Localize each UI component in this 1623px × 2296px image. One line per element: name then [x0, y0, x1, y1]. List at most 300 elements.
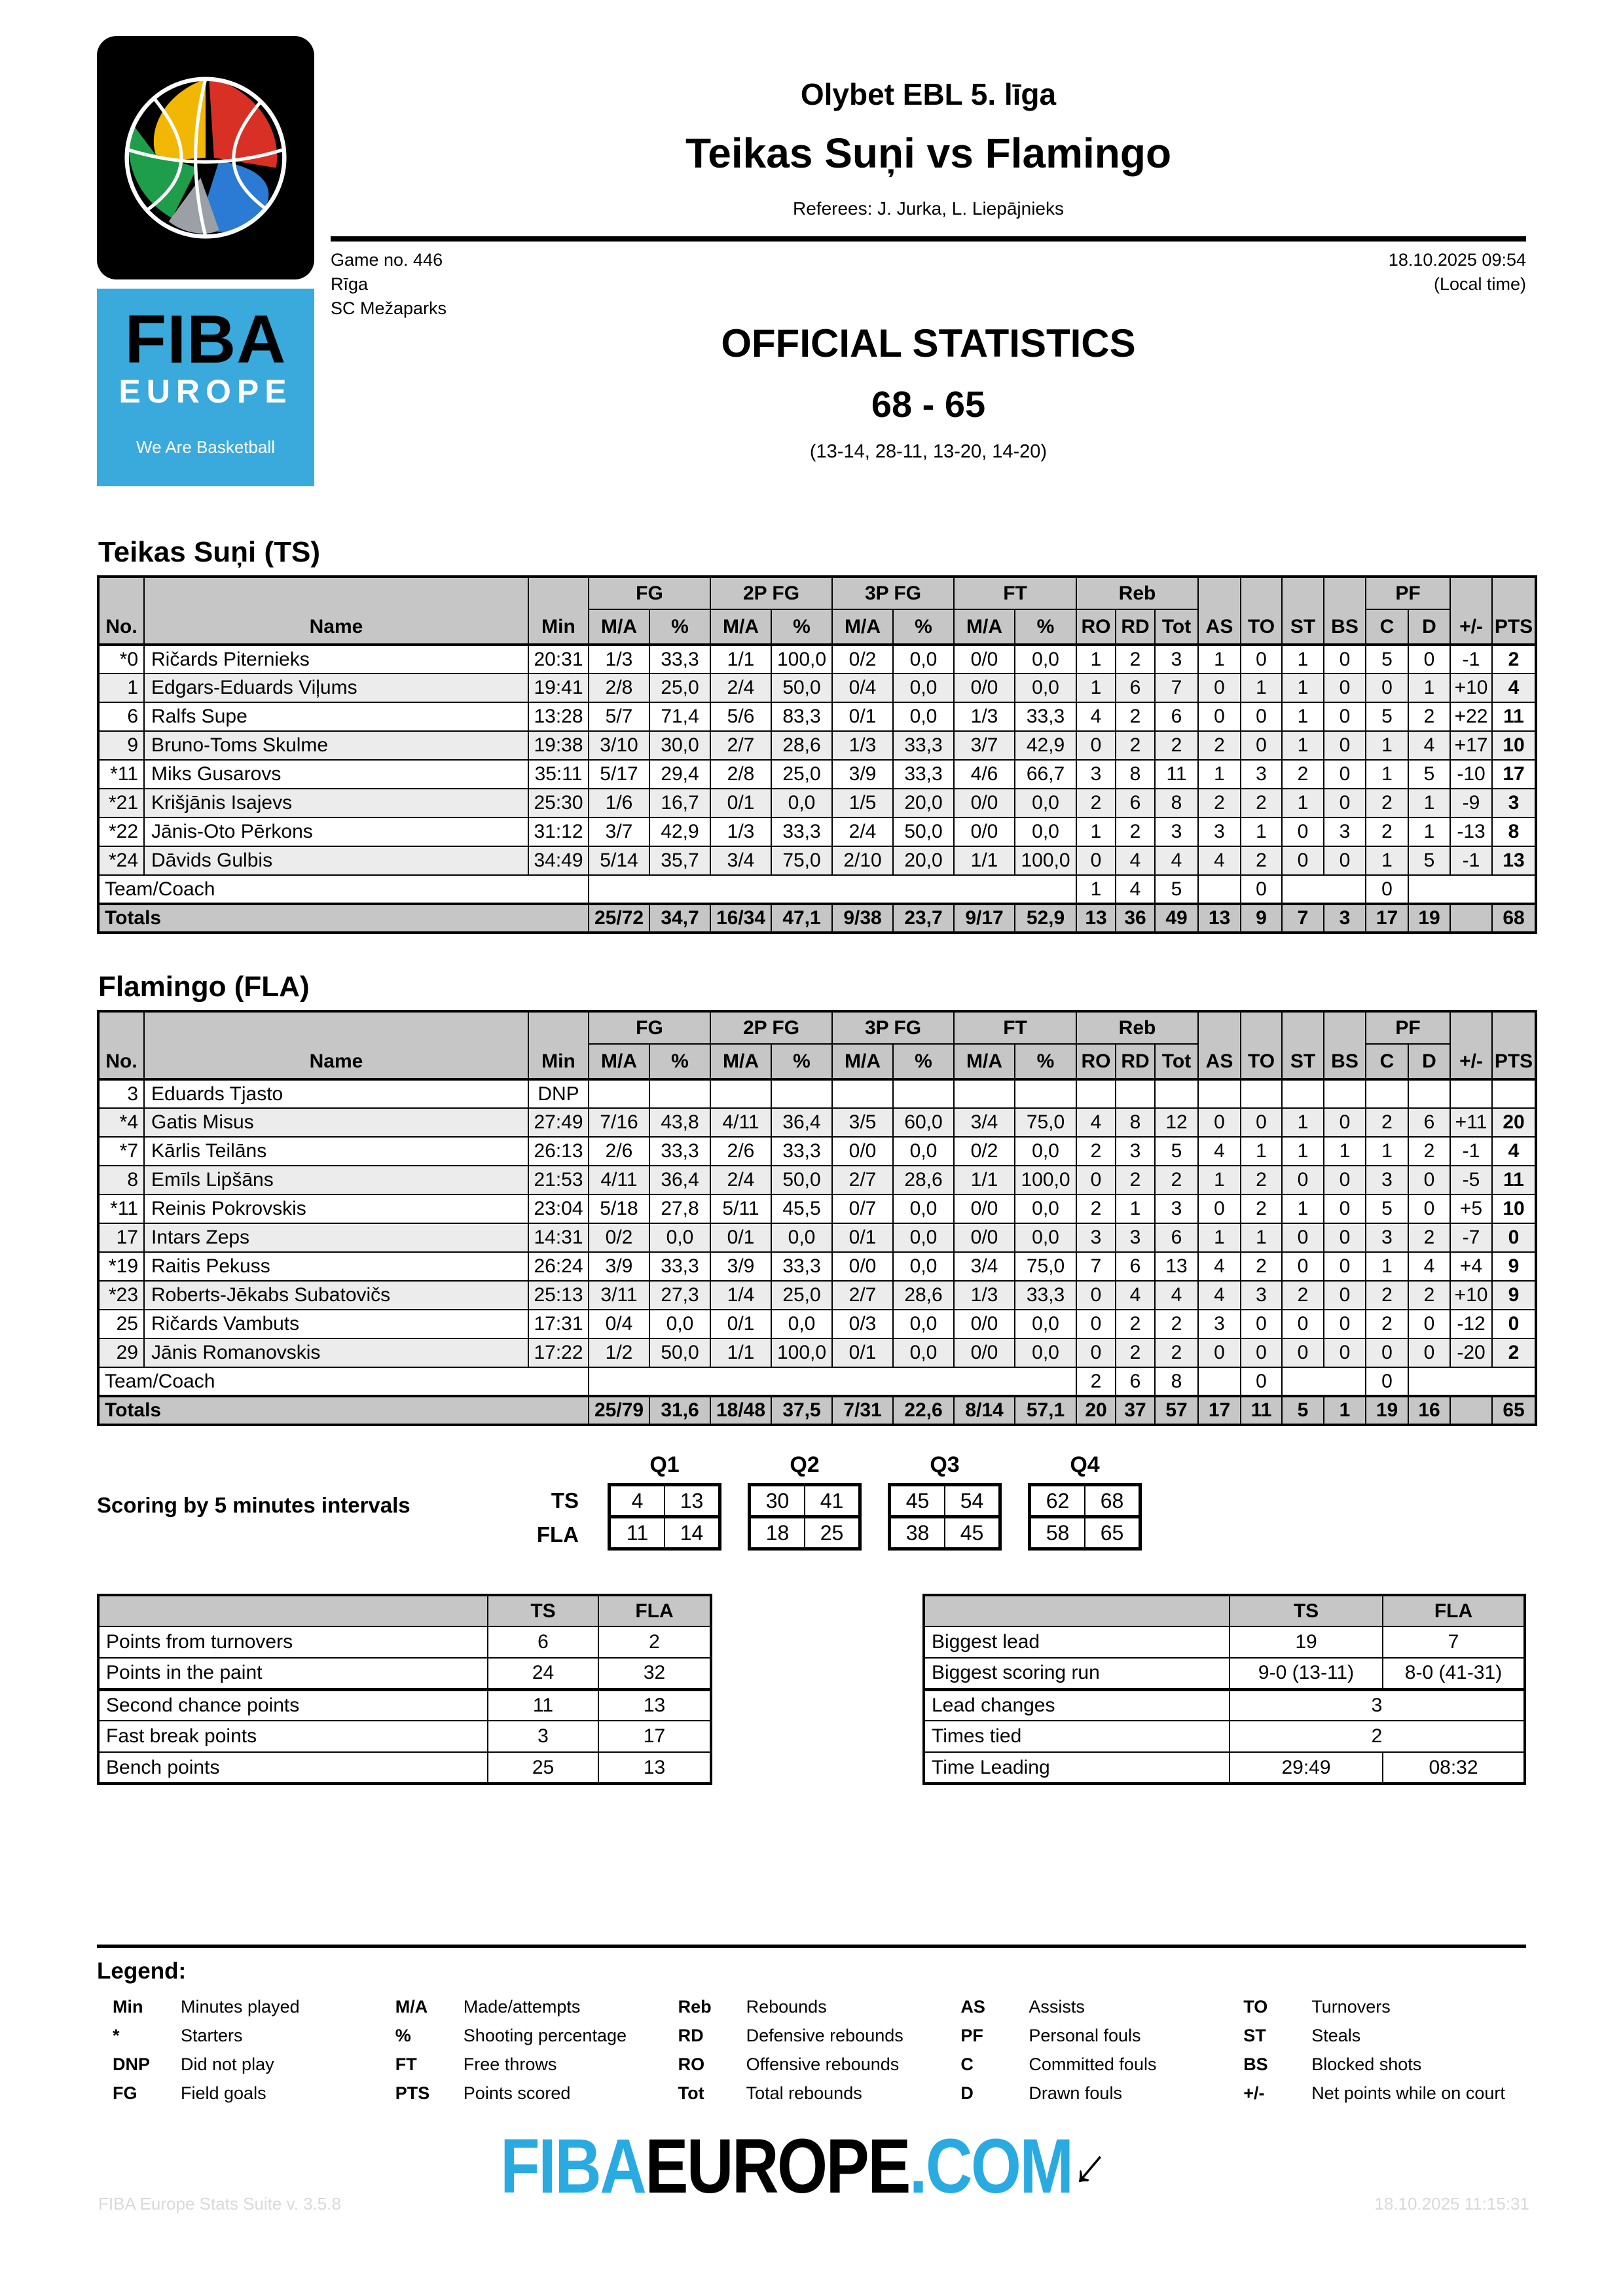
total-rebounds: 5	[1155, 1137, 1198, 1166]
total-fouls-drawn: 16	[1408, 1396, 1450, 1425]
offensive-rebounds: 0	[1076, 1338, 1116, 1367]
comparison-row	[98, 1752, 711, 1784]
minutes-played: 19:41	[528, 673, 589, 702]
2pfg-percent: 36,4	[771, 1108, 832, 1137]
generated-timestamp: 18.10.2025 11:15:31	[1374, 2194, 1529, 2214]
total-rebounds: 12	[1155, 1108, 1198, 1137]
2pfg-percent: 83,3	[771, 702, 832, 731]
2pfg-made-attempts: 0/1	[710, 789, 771, 817]
minutes-played: 21:53	[528, 1166, 589, 1194]
legend-desc: Free throws	[463, 2054, 557, 2074]
3pfg-made-attempts: 0/0	[832, 1137, 893, 1166]
total-rebounds: 2	[1155, 1310, 1198, 1338]
fg-percent: 43,8	[649, 1108, 710, 1137]
col-name: Name	[144, 577, 528, 645]
fg-made-attempts	[589, 1079, 649, 1108]
points: 2	[1492, 645, 1536, 673]
col-2p-ma: M/A	[710, 1044, 771, 1079]
interval-score: 25	[820, 1520, 844, 1545]
comparison-row	[98, 1658, 711, 1689]
defensive-rebounds: 4	[1116, 846, 1155, 875]
stat-value-fla: 13	[598, 1689, 711, 1721]
player-row	[98, 1079, 1536, 1108]
offensive-rebounds: 2	[1076, 789, 1116, 817]
turnovers: 2	[1241, 846, 1282, 875]
fg-made-attempts: 2/6	[589, 1137, 649, 1166]
stat-value-ts: 19	[1230, 1626, 1383, 1658]
matchup-title: Teikas Suņi vs Flamingo	[685, 130, 1172, 177]
3pfg-made-attempts: 3/5	[832, 1108, 893, 1137]
stat-label: Lead changes	[924, 1689, 1230, 1721]
2pfg-percent: 75,0	[771, 846, 832, 875]
minutes-played: 14:31	[528, 1223, 589, 1252]
offensive-rebounds: 0	[1076, 731, 1116, 760]
logo-com-text: COM	[925, 2123, 1072, 2210]
offensive-rebounds: 4	[1076, 702, 1116, 731]
comparison-row	[924, 1689, 1525, 1721]
ft-percent: 66,7	[1015, 760, 1076, 789]
ft-percent: 75,0	[1015, 1252, 1076, 1281]
total-total-rebounds: 49	[1155, 904, 1198, 933]
empty-cells	[1198, 875, 1241, 904]
player-name: Jānis-Oto Pērkons	[144, 817, 528, 846]
offensive-rebounds	[1076, 1079, 1116, 1108]
turnovers: 1	[1241, 1223, 1282, 1252]
col-pts: PTS	[1492, 577, 1536, 645]
steals: 2	[1282, 1281, 1324, 1310]
plus-minus: -13	[1450, 817, 1492, 846]
3pfg-percent: 60,0	[893, 1108, 954, 1137]
legend-entry	[113, 1992, 395, 2021]
2pfg-made-attempts: 0/1	[710, 1310, 771, 1338]
col-ft-ma: M/A	[954, 1044, 1015, 1079]
fiba-logo-text: FIBA	[124, 302, 287, 378]
legend-desc: Field goals	[181, 2083, 266, 2103]
ft-made-attempts: 0/0	[954, 789, 1015, 817]
player-number: *0	[98, 645, 144, 673]
steals: 0	[1282, 846, 1324, 875]
blocked-shots: 0	[1324, 1338, 1366, 1367]
col-group-3pfg: 3P FG	[832, 577, 954, 609]
total-fouls-committed: 19	[1366, 1396, 1408, 1425]
fouls-drawn: 0	[1408, 1310, 1450, 1338]
total-fg-made-attempts: 25/72	[589, 904, 649, 933]
2pfg-percent: 33,3	[771, 817, 832, 846]
col-d: D	[1408, 609, 1450, 645]
game-venue: SC Mežaparks	[331, 298, 447, 318]
steals: 0	[1282, 1223, 1324, 1252]
steals: 1	[1282, 702, 1324, 731]
fg-percent: 0,0	[649, 1223, 710, 1252]
ft-percent: 100,0	[1015, 846, 1076, 875]
steals: 1	[1282, 673, 1324, 702]
fouls-drawn: 5	[1408, 760, 1450, 789]
total-2pfg-percent: 37,5	[771, 1396, 832, 1425]
fouls-drawn: 1	[1408, 789, 1450, 817]
total-rebounds: 4	[1155, 846, 1198, 875]
blocked-shots: 0	[1324, 1194, 1366, 1223]
total-rebounds: 11	[1155, 760, 1198, 789]
col-plusminus: +/-	[1450, 577, 1492, 645]
legend-abbr: M/A	[395, 1997, 428, 2017]
col-bs: BS	[1324, 1011, 1366, 1079]
logo-europe-text: EUROPE	[645, 2123, 909, 2210]
total-rebounds: 6	[1155, 1223, 1198, 1252]
col-group-fg: FG	[589, 577, 710, 609]
fouls-committed: 1	[1366, 731, 1408, 760]
ft-percent	[1015, 1079, 1076, 1108]
col-ft-pct: %	[1015, 609, 1076, 645]
col-fg-pct: %	[649, 609, 710, 645]
blocked-shots: 0	[1324, 731, 1366, 760]
turnovers: 0	[1241, 1310, 1282, 1338]
stat-value-ts: 3	[488, 1721, 598, 1752]
plus-minus: -20	[1450, 1338, 1492, 1367]
player-row	[98, 789, 1536, 817]
plus-minus: -10	[1450, 760, 1492, 789]
offensive-rebounds: 0	[1076, 1281, 1116, 1310]
player-name: Dāvids Gulbis	[144, 846, 528, 875]
3pfg-percent: 33,3	[893, 760, 954, 789]
col-d: D	[1408, 1044, 1450, 1079]
player-name: Krišjānis Isajevs	[144, 789, 528, 817]
interval-score-box	[1028, 1483, 1142, 1518]
fouls-committed	[1366, 1079, 1408, 1108]
col-st: ST	[1282, 1011, 1324, 1079]
points: 17	[1492, 760, 1536, 789]
plus-minus: -5	[1450, 1166, 1492, 1194]
3pfg-made-attempts: 2/10	[832, 846, 893, 875]
total-offensive-rebounds: 20	[1076, 1396, 1116, 1425]
quarter-label: Q2	[790, 1452, 820, 1477]
legend-abbr: D	[960, 2083, 974, 2103]
steals: 1	[1282, 1194, 1324, 1223]
2pfg-percent: 25,0	[771, 1281, 832, 1310]
stat-value-fla: 2	[598, 1626, 711, 1658]
col-ro: RO	[1076, 609, 1116, 645]
defensive-rebounds: 2	[1116, 1310, 1155, 1338]
interval-score: 30	[751, 1486, 805, 1515]
fiba-europe-text: EUROPE	[119, 373, 293, 410]
assists: 0	[1198, 1338, 1241, 1367]
fg-made-attempts: 5/17	[589, 760, 649, 789]
legend-entry	[395, 2079, 678, 2108]
fiba-europe-logo	[97, 289, 314, 486]
3pfg-made-attempts: 0/1	[832, 1223, 893, 1252]
turnovers	[1241, 1079, 1282, 1108]
logo-dot-text: .	[909, 2123, 926, 2210]
defensive-rebounds: 2	[1116, 731, 1155, 760]
total-3pfg-made-attempts: 9/38	[832, 904, 893, 933]
assists: 4	[1198, 1281, 1241, 1310]
fouls-committed: 2	[1366, 1310, 1408, 1338]
player-name: Intars Zeps	[144, 1223, 528, 1252]
total-turnovers: 9	[1241, 904, 1282, 933]
page-header	[97, 36, 1526, 486]
game-datetime: 18.10.2025 09:54	[1388, 250, 1526, 270]
assists: 3	[1198, 817, 1241, 846]
legend-entry	[1243, 2021, 1526, 2050]
plus-minus: -12	[1450, 1310, 1492, 1338]
fouls-drawn: 0	[1408, 645, 1450, 673]
legend-column	[960, 1992, 1243, 2108]
scoring-intervals-grid	[521, 1452, 1142, 1551]
stat-value-fla: 08:32	[1383, 1752, 1525, 1784]
empty-header	[924, 1595, 1230, 1626]
col-3p-ma: M/A	[832, 609, 893, 645]
player-row	[98, 673, 1536, 702]
col-group-reb: Reb	[1076, 577, 1198, 609]
assists: 1	[1198, 1166, 1241, 1194]
player-name: Reinis Pokrovskis	[144, 1194, 528, 1223]
referees-line: Referees: J. Jurka, L. Liepājnieks	[793, 198, 1064, 219]
legend-entry	[678, 2079, 961, 2108]
total-rebounds: 3	[1155, 817, 1198, 846]
minutes-played: 34:49	[528, 846, 589, 875]
legend-desc: Starters	[181, 2026, 243, 2045]
player-name: Ričards Vambuts	[144, 1310, 528, 1338]
2pfg-percent: 50,0	[771, 673, 832, 702]
blocked-shots: 0	[1324, 1281, 1366, 1310]
total-assists: 13	[1198, 904, 1241, 933]
fg-made-attempts: 3/10	[589, 731, 649, 760]
legend-entry	[113, 2079, 395, 2108]
legend-entry	[678, 2021, 961, 2050]
ft-made-attempts: 0/0	[954, 817, 1015, 846]
fg-made-attempts: 0/2	[589, 1223, 649, 1252]
legend-desc: Turnovers	[1311, 1997, 1391, 2017]
plus-minus: -7	[1450, 1223, 1492, 1252]
ft-made-attempts: 1/1	[954, 1166, 1015, 1194]
legend-column	[395, 1992, 678, 2108]
stat-table-header	[98, 577, 1536, 645]
blocked-shots: 0	[1324, 1310, 1366, 1338]
legend-abbr: FT	[395, 2054, 417, 2074]
legend-entry	[113, 2021, 395, 2050]
fg-percent: 71,4	[649, 702, 710, 731]
2pfg-made-attempts: 2/8	[710, 760, 771, 789]
interval-score: 14	[680, 1520, 704, 1545]
plus-minus: +11	[1450, 1108, 1492, 1137]
fg-percent: 25,0	[649, 673, 710, 702]
3pfg-made-attempts: 2/7	[832, 1281, 893, 1310]
fouls-committed: 0	[1366, 1367, 1408, 1396]
3pfg-percent: 28,6	[893, 1281, 954, 1310]
totals-label: Totals	[98, 904, 589, 933]
player-name: Ričards Piternieks	[144, 645, 528, 673]
stat-value-ts: 29:49	[1230, 1752, 1383, 1784]
3pfg-made-attempts: 2/7	[832, 1166, 893, 1194]
col-group-2pfg: 2P FG	[710, 577, 832, 609]
minutes-played: 31:12	[528, 817, 589, 846]
ft-percent: 0,0	[1015, 789, 1076, 817]
fouls-committed: 2	[1366, 817, 1408, 846]
fouls-drawn: 2	[1408, 702, 1450, 731]
stat-label: Biggest lead	[924, 1626, 1230, 1658]
fg-percent: 33,3	[649, 1137, 710, 1166]
interval-score-box	[608, 1515, 721, 1551]
stat-label: Fast break points	[98, 1721, 488, 1752]
fg-percent: 29,4	[649, 760, 710, 789]
3pfg-percent: 28,6	[893, 1166, 954, 1194]
blocked-shots: 0	[1324, 1223, 1366, 1252]
turnovers: 0	[1241, 875, 1282, 904]
fouls-drawn	[1408, 1079, 1450, 1108]
turnovers: 0	[1241, 731, 1282, 760]
quarter-scores: (13-14, 28-11, 13-20, 14-20)	[809, 441, 1048, 462]
fg-percent	[649, 1079, 710, 1108]
fg-made-attempts: 2/8	[589, 673, 649, 702]
quarter-label: Q1	[649, 1452, 680, 1477]
fg-made-attempts: 0/4	[589, 1310, 649, 1338]
blocked-shots: 0	[1324, 1252, 1366, 1281]
col-fg-pct: %	[649, 1044, 710, 1079]
2pfg-percent: 33,3	[771, 1252, 832, 1281]
legend-desc: Personal fouls	[1029, 2026, 1141, 2045]
offensive-rebounds: 7	[1076, 1252, 1116, 1281]
fouls-committed: 5	[1366, 1194, 1408, 1223]
total-fouls-drawn: 19	[1408, 904, 1450, 933]
legend-entry	[960, 2079, 1243, 2108]
total-3pfg-made-attempts: 7/31	[832, 1396, 893, 1425]
comparison-row	[924, 1721, 1525, 1752]
fouls-drawn: 1	[1408, 817, 1450, 846]
assists: 2	[1198, 789, 1241, 817]
assists: 4	[1198, 846, 1241, 875]
player-number: *4	[98, 1108, 144, 1137]
team-name-away: Flamingo (FLA)	[98, 971, 310, 1003]
interval-score-box	[748, 1515, 862, 1551]
legend-column	[1243, 1992, 1526, 2108]
col-rd: RD	[1116, 609, 1155, 645]
fouls-committed: 0	[1366, 673, 1408, 702]
local-time-note: (Local time)	[1433, 274, 1526, 294]
comparison-row	[924, 1626, 1525, 1658]
blocked-shots: 0	[1324, 760, 1366, 789]
footer-meta	[98, 2194, 1529, 2214]
player-row	[98, 760, 1536, 789]
game-info	[331, 248, 1526, 321]
3pfg-made-attempts: 3/9	[832, 760, 893, 789]
ft-made-attempts: 4/6	[954, 760, 1015, 789]
2pfg-percent: 0,0	[771, 789, 832, 817]
ft-percent: 0,0	[1015, 1137, 1076, 1166]
player-row	[98, 1252, 1536, 1281]
2pfg-made-attempts: 1/1	[710, 645, 771, 673]
blocked-shots: 0	[1324, 846, 1366, 875]
2pfg-percent: 33,3	[771, 1137, 832, 1166]
interval-score-box	[608, 1483, 721, 1518]
plus-minus: -9	[1450, 789, 1492, 817]
col-group-fg: FG	[589, 1011, 710, 1044]
legend-abbr: ST	[1243, 2026, 1266, 2045]
total-fg-made-attempts: 25/79	[589, 1396, 649, 1425]
blocked-shots: 0	[1324, 645, 1366, 673]
fouls-committed: 1	[1366, 760, 1408, 789]
player-name: Jānis Romanovskis	[144, 1338, 528, 1367]
offensive-rebounds: 0	[1076, 846, 1116, 875]
blocked-shots	[1324, 1079, 1366, 1108]
interval-score: 58	[1031, 1518, 1085, 1547]
legend-desc: Assists	[1029, 1997, 1085, 2017]
turnovers: 0	[1241, 1338, 1282, 1367]
steals: 2	[1282, 760, 1324, 789]
blocked-shots: 0	[1324, 1166, 1366, 1194]
minutes-played: DNP	[528, 1079, 589, 1108]
stat-label: Second chance points	[98, 1689, 488, 1721]
legend-entry	[395, 2021, 678, 2050]
player-number: *21	[98, 789, 144, 817]
minutes-played: 20:31	[528, 645, 589, 673]
legend-desc: Steals	[1311, 2026, 1361, 2045]
plus-minus: +22	[1450, 702, 1492, 731]
col-group-pf: PF	[1366, 577, 1450, 609]
3pfg-percent: 0,0	[893, 645, 954, 673]
interval-score: 65	[1100, 1520, 1124, 1545]
ft-made-attempts: 0/0	[954, 1310, 1015, 1338]
fouls-drawn: 0	[1408, 1338, 1450, 1367]
3pfg-percent: 33,3	[893, 731, 954, 760]
team-name-home: Teikas Suņi (TS)	[98, 536, 321, 568]
empty-cells	[1408, 875, 1536, 904]
assists: 1	[1198, 645, 1241, 673]
defensive-rebounds: 2	[1116, 1338, 1155, 1367]
defensive-rebounds: 1	[1116, 1194, 1155, 1223]
points: 4	[1492, 1137, 1536, 1166]
logo-fiba-text: FIBA	[500, 2123, 646, 2210]
legend-desc: Drawn fouls	[1029, 2083, 1122, 2103]
legend-column	[113, 1992, 395, 2108]
player-number: *22	[98, 817, 144, 846]
col-group-pf: PF	[1366, 1011, 1450, 1044]
stat-label: Biggest scoring run	[924, 1658, 1230, 1689]
offensive-rebounds: 0	[1076, 1166, 1116, 1194]
total-rebounds	[1155, 1079, 1198, 1108]
fg-percent: 33,3	[649, 1252, 710, 1281]
game-info-right	[1389, 248, 1526, 321]
stat-value-fla: 7	[1383, 1626, 1525, 1658]
fg-percent: 36,4	[649, 1166, 710, 1194]
interval-score: 68	[1100, 1488, 1124, 1513]
2pfg-percent	[771, 1079, 832, 1108]
defensive-rebounds: 4	[1116, 875, 1155, 904]
basketball-icon	[122, 74, 289, 242]
3pfg-made-attempts: 0/2	[832, 645, 893, 673]
ft-percent: 0,0	[1015, 1194, 1076, 1223]
points: 11	[1492, 1166, 1536, 1194]
legend-abbr: Min	[113, 1997, 143, 2017]
total-2pfg-made-attempts: 18/48	[710, 1396, 771, 1425]
blocked-shots: 0	[1324, 1108, 1366, 1137]
legend-abbr: BS	[1243, 2054, 1268, 2074]
total-blocked-shots: 1	[1324, 1396, 1366, 1425]
player-row	[98, 645, 1536, 673]
empty-cells	[589, 1367, 1076, 1396]
offensive-rebounds: 2	[1076, 1194, 1116, 1223]
empty-cells	[589, 875, 1076, 904]
player-number: 25	[98, 1310, 144, 1338]
defensive-rebounds: 6	[1116, 789, 1155, 817]
player-name: Ralfs Supe	[144, 702, 528, 731]
col-3p-pct: %	[893, 609, 954, 645]
fouls-committed: 0	[1366, 1338, 1408, 1367]
fg-made-attempts: 3/9	[589, 1252, 649, 1281]
2pfg-made-attempts	[710, 1079, 771, 1108]
interval-score-box	[748, 1483, 862, 1518]
player-number: 29	[98, 1338, 144, 1367]
fg-made-attempts: 1/6	[589, 789, 649, 817]
blocked-shots: 0	[1324, 673, 1366, 702]
